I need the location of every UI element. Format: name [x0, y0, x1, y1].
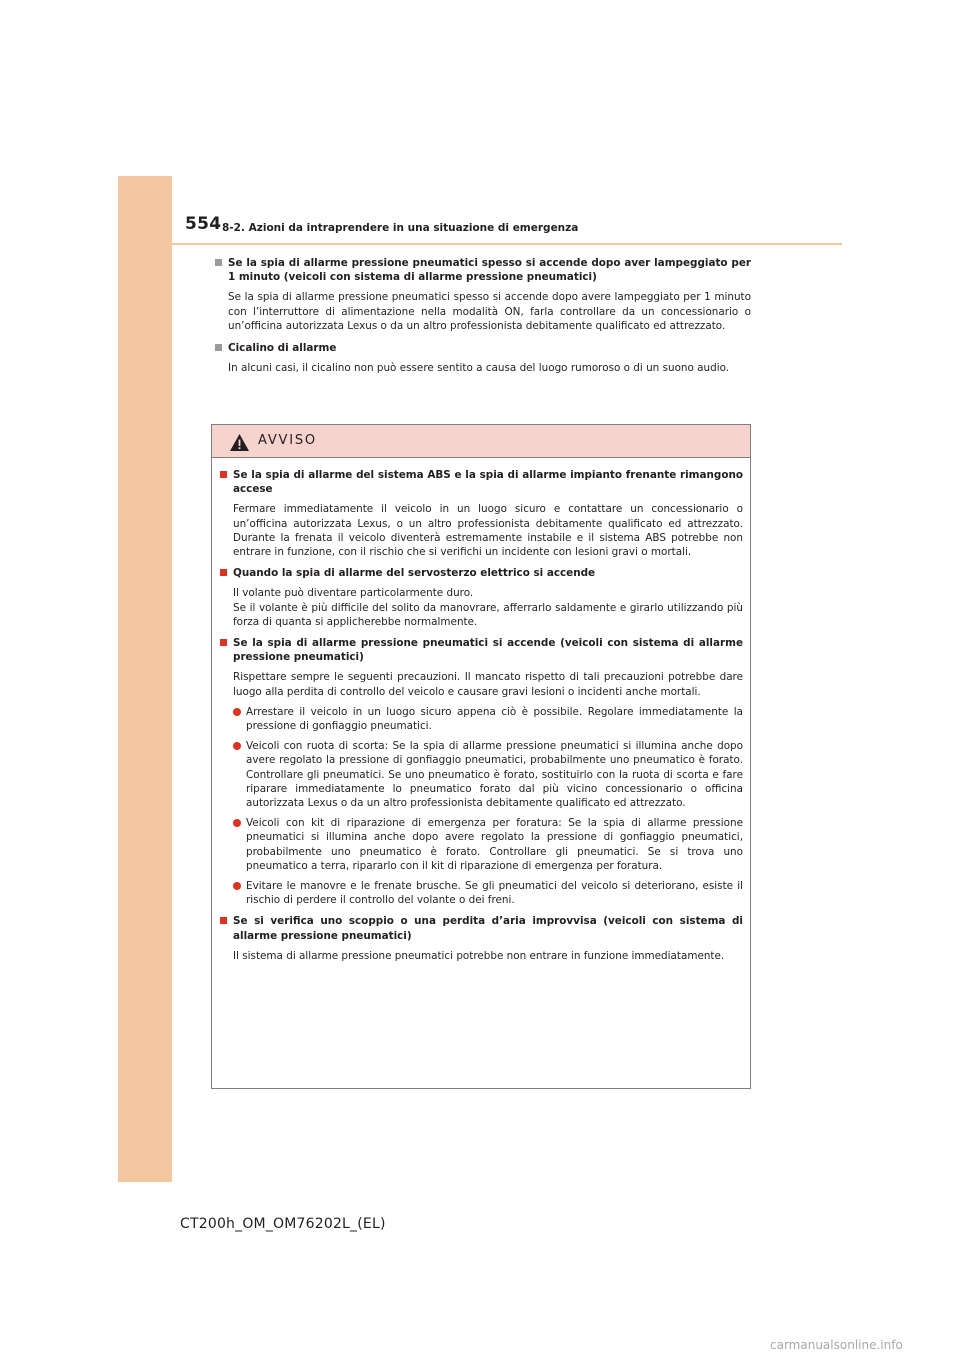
- section-heading-text: Se la spia di allarme pressione pneumatici spesso si accende dopo aver lampeggiato per 1 minuto (veicoli con sistema di allarme pressione pneumatici): [228, 257, 751, 284]
- bullet-item: [216, 705, 743, 733]
- warning-triangle-icon: [229, 433, 250, 452]
- header-rule: [172, 243, 842, 245]
- square-bullet-icon: [220, 917, 227, 924]
- square-bullet-icon: [220, 639, 227, 646]
- warning-item-heading: [216, 566, 743, 580]
- warning-item-text: Fermare immediatamente il veicolo in un luogo sicuro e contattare un concessionario o un’officina autorizzata Lexus, o un altro professionista debitamente qualificato ed attrezzato. Durante la frenata il veicolo diventerà estremamente instabile e il sistema ABS potrebbe non entrare in funzione, con il rischio che si verifichi un incidente con lesioni gravi o mortali.: [233, 503, 743, 559]
- warning-item-power-steering: [216, 566, 743, 629]
- section-heading: [211, 341, 751, 355]
- bullet-text: Veicoli con kit di riparazione di emergenza per foratura: Se la spia di allarme pressione pneumatici si illumina anche dopo avere regolato la pressione di gonfiaggio pneumatici, probabilmente uno pneumatico è forato. Controllare gli pneumatici. Se si trova uno pneumatico a terra, ripararlo con il kit di riparazione di emergenza per foratura.: [246, 817, 743, 872]
- section-tpms-flashing: [211, 256, 751, 333]
- warning-item-abs: [216, 468, 743, 559]
- warning-header: [212, 425, 750, 458]
- section-text: In alcuni casi, il cicalino non può essere sentito a causa del luogo rumoroso o di un suono audio.: [228, 362, 730, 375]
- warning-item-heading-text: Se la spia di allarme del sistema ABS e la spia di allarme impianto frenante rimangono accese: [233, 469, 743, 496]
- square-bullet-icon: [215, 344, 222, 351]
- warning-item-heading: [216, 468, 743, 496]
- bullet-text: Arrestare il veicolo in un luogo sicuro appena ciò è possibile. Regolare immediatamente la pressione di gonfiaggio pneumatici.: [246, 705, 743, 733]
- bullet-item: [216, 739, 743, 810]
- main-content: [211, 256, 751, 383]
- warning-item-text: Rispettare sempre le seguenti precauzioni. Il mancato rispetto di tali precauzioni potrebbe dare luogo alla perdita di controllo del veicolo e causare gravi lesioni o incidenti anche mortali.: [233, 671, 743, 698]
- page-number: 554: [185, 214, 222, 234]
- section-heading: [211, 256, 751, 284]
- warning-item-blowout: [216, 914, 743, 963]
- warning-item-text-line: Il volante può diventare particolarmente duro.: [233, 587, 474, 600]
- warning-item-text: [216, 586, 743, 629]
- warning-box: [211, 424, 751, 1089]
- section-title: 8-2. Azioni da intraprendere in una situazione di emergenza: [222, 222, 579, 234]
- warning-item-heading-text: Quando la spia di allarme del servosterzo elettrico si accende: [233, 567, 596, 580]
- bullet-item: [216, 879, 743, 907]
- warning-item-text-line: Se il volante è più difficile del solito da manovrare, afferrarlo saldamente e girarlo utilizzando più forza di quanta si applicherebbe normalmente.: [233, 601, 743, 628]
- square-bullet-icon: [220, 569, 227, 576]
- document-code: CT200h_OM_OM76202L_(EL): [180, 1216, 386, 1232]
- side-tab-band: [118, 176, 172, 1182]
- warning-item-tpms: [216, 636, 743, 907]
- round-bullet-icon: [233, 742, 241, 750]
- warning-item-heading: [216, 914, 743, 942]
- section-heading-text: Cicalino di allarme: [228, 342, 337, 355]
- round-bullet-icon: [233, 882, 241, 890]
- bullet-text: Evitare le manovre e le frenate brusche. Se gli pneumatici del veicolo si deteriorano, esiste il rischio di perdere il controllo del volante o dei freni.: [246, 880, 743, 907]
- square-bullet-icon: [215, 259, 222, 266]
- section-text: Se la spia di allarme pressione pneumatici spesso si accende dopo avere lampeggiato per 1 minuto con l’interruttore di alimentazione nella modalità ON, farla controllare da un concessionario o un’officina autorizzata Lexus o da un altro professionista debitamente qualificato ed attrezzato.: [228, 291, 751, 332]
- bullet-text: Veicoli con ruota di scorta: Se la spia di allarme pressione pneumatici si illumina anche dopo avere regolato la pressione di gonfiaggio pneumatici, probabilmente uno pneumatico è forato. Controllare gli pneumatici. Se uno pneumatico è forato, sostituirlo con la ruota di scorta e fare riparare immediatamente lo pneumatico forato dal più vicino concessionario o officina autorizzata Lexus o da un altro professionista debitamente qualificato ed attrezzato.: [246, 740, 743, 810]
- warning-item-heading: [216, 636, 743, 664]
- warning-item-heading-text: Se si verifica uno scoppio o una perdita d’aria improvvisa (veicoli con sistema di allarme pressione pneumatici): [233, 915, 743, 942]
- section-buzzer: [211, 341, 751, 375]
- warning-item-heading-text: Se la spia di allarme pressione pneumatici si accende (veicoli con sistema di allarme pressione pneumatici): [233, 637, 743, 664]
- round-bullet-icon: [233, 819, 241, 827]
- square-bullet-icon: [220, 471, 227, 478]
- warning-body: [212, 458, 750, 963]
- warning-title: AVVISO: [258, 433, 317, 448]
- watermark: carmanualsonline.info: [770, 1338, 903, 1352]
- warning-item-text: Il sistema di allarme pressione pneumatici potrebbe non entrare in funzione immediatamente.: [233, 949, 725, 962]
- round-bullet-icon: [233, 708, 241, 716]
- bullet-item: [216, 816, 743, 873]
